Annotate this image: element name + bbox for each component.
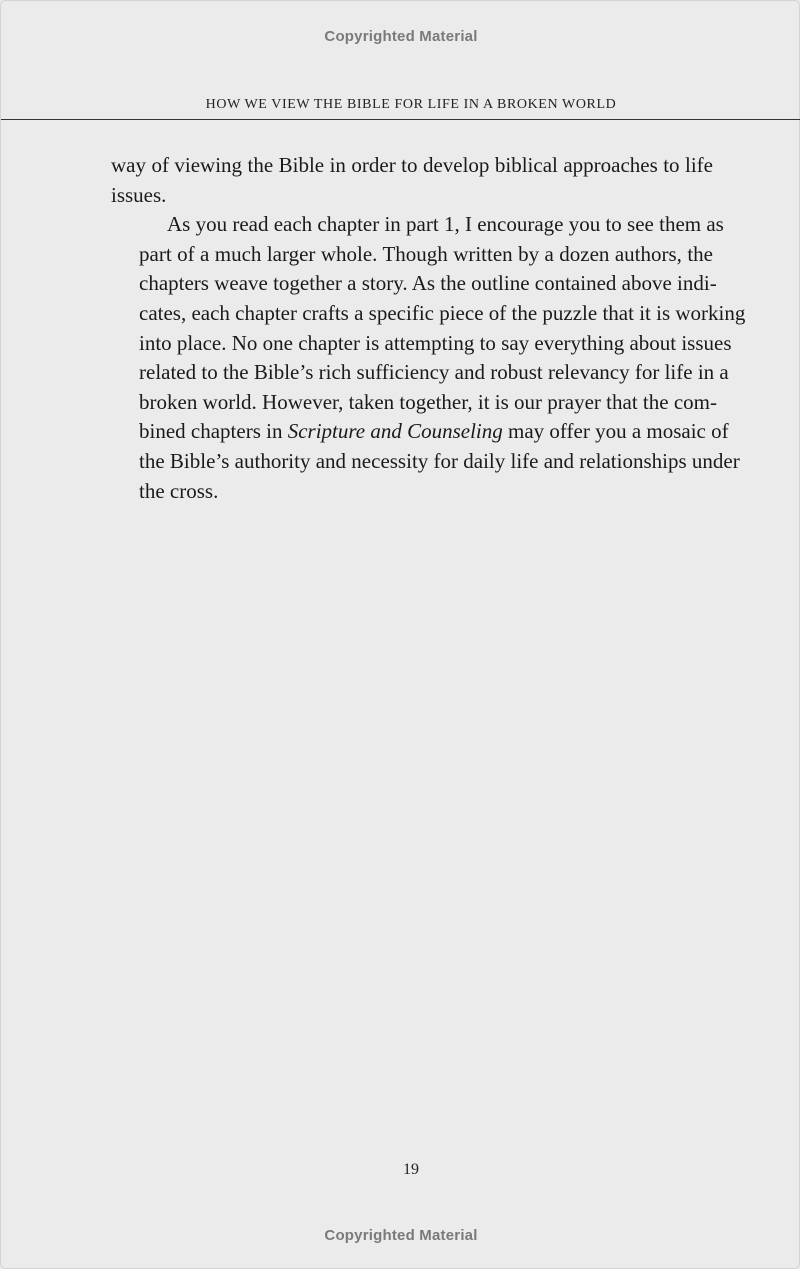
text-line: broken world. However, taken together, it is our prayer that the com- <box>139 389 717 414</box>
text-line: cates, each chapter crafts a specific piece of the puzzle that it is working <box>139 300 746 325</box>
text-line: into place. No one chapter is attempting to say everything about issues <box>139 330 732 355</box>
text-line: the cross. <box>139 478 219 503</box>
paragraph-2 <box>111 210 746 506</box>
page-number: 19 <box>403 1161 419 1178</box>
text-line-with-title <box>111 417 729 447</box>
copyright-watermark-bottom: Copyrighted Material <box>324 1227 478 1244</box>
body-text <box>111 151 746 506</box>
text-line: the Bible’s authority and necessity for daily life and relationships under <box>139 448 740 473</box>
text-line: As you read each chapter in part 1, I encourage you to see them as <box>167 212 724 237</box>
text-fragment: bined chapters in <box>139 419 288 444</box>
text-line: related to the Bible’s rich sufficiency and robust relevancy for life in a <box>139 360 729 385</box>
text-line: issues. <box>111 182 167 207</box>
copyright-watermark-top: Copyrighted Material <box>324 28 478 45</box>
text-line: part of a much larger whole. Though written by a dozen authors, the <box>139 241 713 266</box>
header-rule <box>1 119 800 120</box>
text-line: chapters weave together a story. As the outline contained above indi- <box>139 271 717 296</box>
text-fragment: may offer you a mosaic of <box>508 419 729 444</box>
running-head: HOW WE VIEW THE BIBLE FOR LIFE IN A BROKEN WORLD <box>205 97 617 112</box>
book-title: Scripture and Counseling <box>287 419 503 444</box>
paragraph-1 <box>111 151 713 210</box>
text-line: way of viewing the Bible in order to develop biblical approaches to life <box>111 153 713 177</box>
